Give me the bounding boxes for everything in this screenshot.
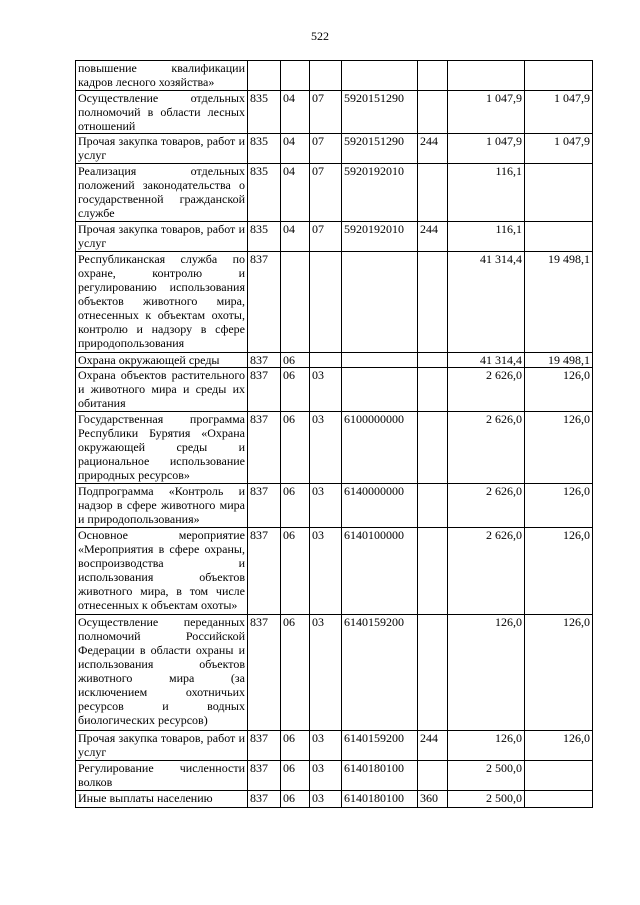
row-expense-type [418,615,448,731]
row-name: Охрана объектов растительного и животного мира и среды их обитания [76,368,248,412]
row-expense-type: 244 [418,222,448,252]
row-amount-1: 2 626,0 [448,484,525,528]
row-target-article: 5920151290 [342,134,418,164]
row-name: Прочая закупка товаров, работ и услуг [76,731,248,761]
row-amount-2 [525,222,593,252]
table-row [76,528,593,615]
row-section: 06 [281,412,310,484]
row-amount-1: 41 314,4 [448,252,525,353]
row-subsection: 03 [310,615,342,731]
row-subsection [310,61,342,91]
table-row [76,252,593,353]
row-name: Охрана окружающей среды [76,353,248,368]
row-section: 04 [281,134,310,164]
row-section: 04 [281,164,310,222]
table-row [76,484,593,528]
row-section: 06 [281,368,310,412]
row-grbs: 835 [248,222,281,252]
row-grbs: 837 [248,484,281,528]
row-amount-1: 2 626,0 [448,412,525,484]
row-subsection: 03 [310,412,342,484]
row-amount-1: 116,1 [448,222,525,252]
row-amount-2: 126,0 [525,412,593,484]
row-section: 04 [281,222,310,252]
row-grbs: 837 [248,731,281,761]
table-row [76,412,593,484]
row-amount-1: 126,0 [448,731,525,761]
table-row [76,791,593,808]
table-row [76,353,593,368]
row-expense-type [418,412,448,484]
row-expense-type [418,61,448,91]
row-section [281,61,310,91]
row-section: 06 [281,484,310,528]
row-subsection: 03 [310,368,342,412]
budget-table [75,60,593,808]
row-amount-1: 2 626,0 [448,528,525,615]
row-section: 06 [281,353,310,368]
row-grbs: 835 [248,91,281,134]
row-target-article: 6140180100 [342,761,418,791]
row-expense-type: 244 [418,731,448,761]
row-amount-2 [525,761,593,791]
row-expense-type: 360 [418,791,448,808]
row-expense-type [418,91,448,134]
row-name: Прочая закупка товаров, работ и услуг [76,134,248,164]
row-target-article: 6140159200 [342,731,418,761]
table-row [76,134,593,164]
row-name: повышение квалификации кадров лесного хозяйства» [76,61,248,91]
row-grbs: 835 [248,134,281,164]
table-row [76,368,593,412]
row-section: 06 [281,615,310,731]
row-amount-1: 1 047,9 [448,91,525,134]
row-grbs: 837 [248,761,281,791]
row-section: 04 [281,91,310,134]
row-expense-type [418,761,448,791]
table-row [76,164,593,222]
table-row [76,222,593,252]
row-section [281,252,310,353]
row-target-article [342,368,418,412]
row-amount-2: 19 498,1 [525,353,593,368]
row-subsection: 03 [310,528,342,615]
row-amount-1: 2 500,0 [448,791,525,808]
row-name: Подпрограмма «Контроль и надзор в сфере животного мира и природопользования» [76,484,248,528]
row-amount-2: 126,0 [525,368,593,412]
row-subsection: 03 [310,791,342,808]
row-expense-type [418,252,448,353]
table-row [76,731,593,761]
row-grbs: 837 [248,412,281,484]
row-name: Реализация отдельных положений законодательства о государственной гражданской службе [76,164,248,222]
row-grbs: 837 [248,353,281,368]
row-expense-type [418,484,448,528]
row-expense-type [418,353,448,368]
row-target-article [342,252,418,353]
row-amount-2: 1 047,9 [525,91,593,134]
row-section: 06 [281,761,310,791]
row-grbs: 837 [248,252,281,353]
row-amount-2: 126,0 [525,731,593,761]
row-subsection [310,252,342,353]
row-grbs: 837 [248,791,281,808]
table-row [76,761,593,791]
row-expense-type: 244 [418,134,448,164]
row-name: Основное мероприятие «Мероприятия в сфере охраны, воспроизводства и использования объектов животного мира, в том числе отнесенных к объектам охоты» [76,528,248,615]
row-name: Иные выплаты населению [76,791,248,808]
row-target-article: 6100000000 [342,412,418,484]
row-name: Республиканская служба по охране, контролю и регулированию использования объектов животного мира, отнесенных к объектам охоты, контролю и надзору в сфере природопользования [76,252,248,353]
row-target-article [342,353,418,368]
row-target-article [342,61,418,91]
row-amount-1 [448,61,525,91]
table-row [76,91,593,134]
row-subsection: 03 [310,484,342,528]
row-target-article: 6140100000 [342,528,418,615]
row-amount-2: 126,0 [525,615,593,731]
row-amount-2 [525,164,593,222]
row-amount-1: 1 047,9 [448,134,525,164]
row-expense-type [418,368,448,412]
row-target-article: 6140159200 [342,615,418,731]
row-target-article: 5920151290 [342,91,418,134]
table-row [76,61,593,91]
row-name: Прочая закупка товаров, работ и услуг [76,222,248,252]
row-amount-2: 126,0 [525,528,593,615]
row-expense-type [418,528,448,615]
row-target-article: 5920192010 [342,222,418,252]
row-amount-2 [525,791,593,808]
row-target-article: 6140180100 [342,791,418,808]
row-amount-2: 126,0 [525,484,593,528]
row-section: 06 [281,528,310,615]
row-amount-1: 116,1 [448,164,525,222]
row-subsection: 07 [310,91,342,134]
row-name: Осуществление переданных полномочий Российской Федерации в области охраны и использования объектов животного мира (за исключением охотничьих ресурсов и водных биологических ресурсов) [76,615,248,731]
row-section: 06 [281,791,310,808]
row-name: Осуществление отдельных полномочий в области лесных отношений [76,91,248,134]
row-amount-1: 2 500,0 [448,761,525,791]
row-subsection: 07 [310,134,342,164]
row-target-article: 6140000000 [342,484,418,528]
row-subsection: 03 [310,731,342,761]
row-grbs: 837 [248,615,281,731]
page-number: 522 [311,29,329,43]
row-subsection: 07 [310,222,342,252]
row-subsection [310,353,342,368]
row-grbs: 835 [248,164,281,222]
row-grbs: 837 [248,528,281,615]
row-amount-2: 19 498,1 [525,252,593,353]
row-subsection: 03 [310,761,342,791]
row-amount-1: 2 626,0 [448,368,525,412]
row-target-article: 5920192010 [342,164,418,222]
row-amount-2: 1 047,9 [525,134,593,164]
row-subsection: 07 [310,164,342,222]
row-expense-type [418,164,448,222]
row-grbs: 837 [248,368,281,412]
row-amount-1: 41 314,4 [448,353,525,368]
row-grbs [248,61,281,91]
row-amount-1: 126,0 [448,615,525,731]
row-section: 06 [281,731,310,761]
table-row [76,615,593,731]
row-name: Регулирование численности волков [76,761,248,791]
row-name: Государственная программа Республики Бурятия «Охрана окружающей среды и рациональное использование природных ресурсов» [76,412,248,484]
row-amount-2 [525,61,593,91]
